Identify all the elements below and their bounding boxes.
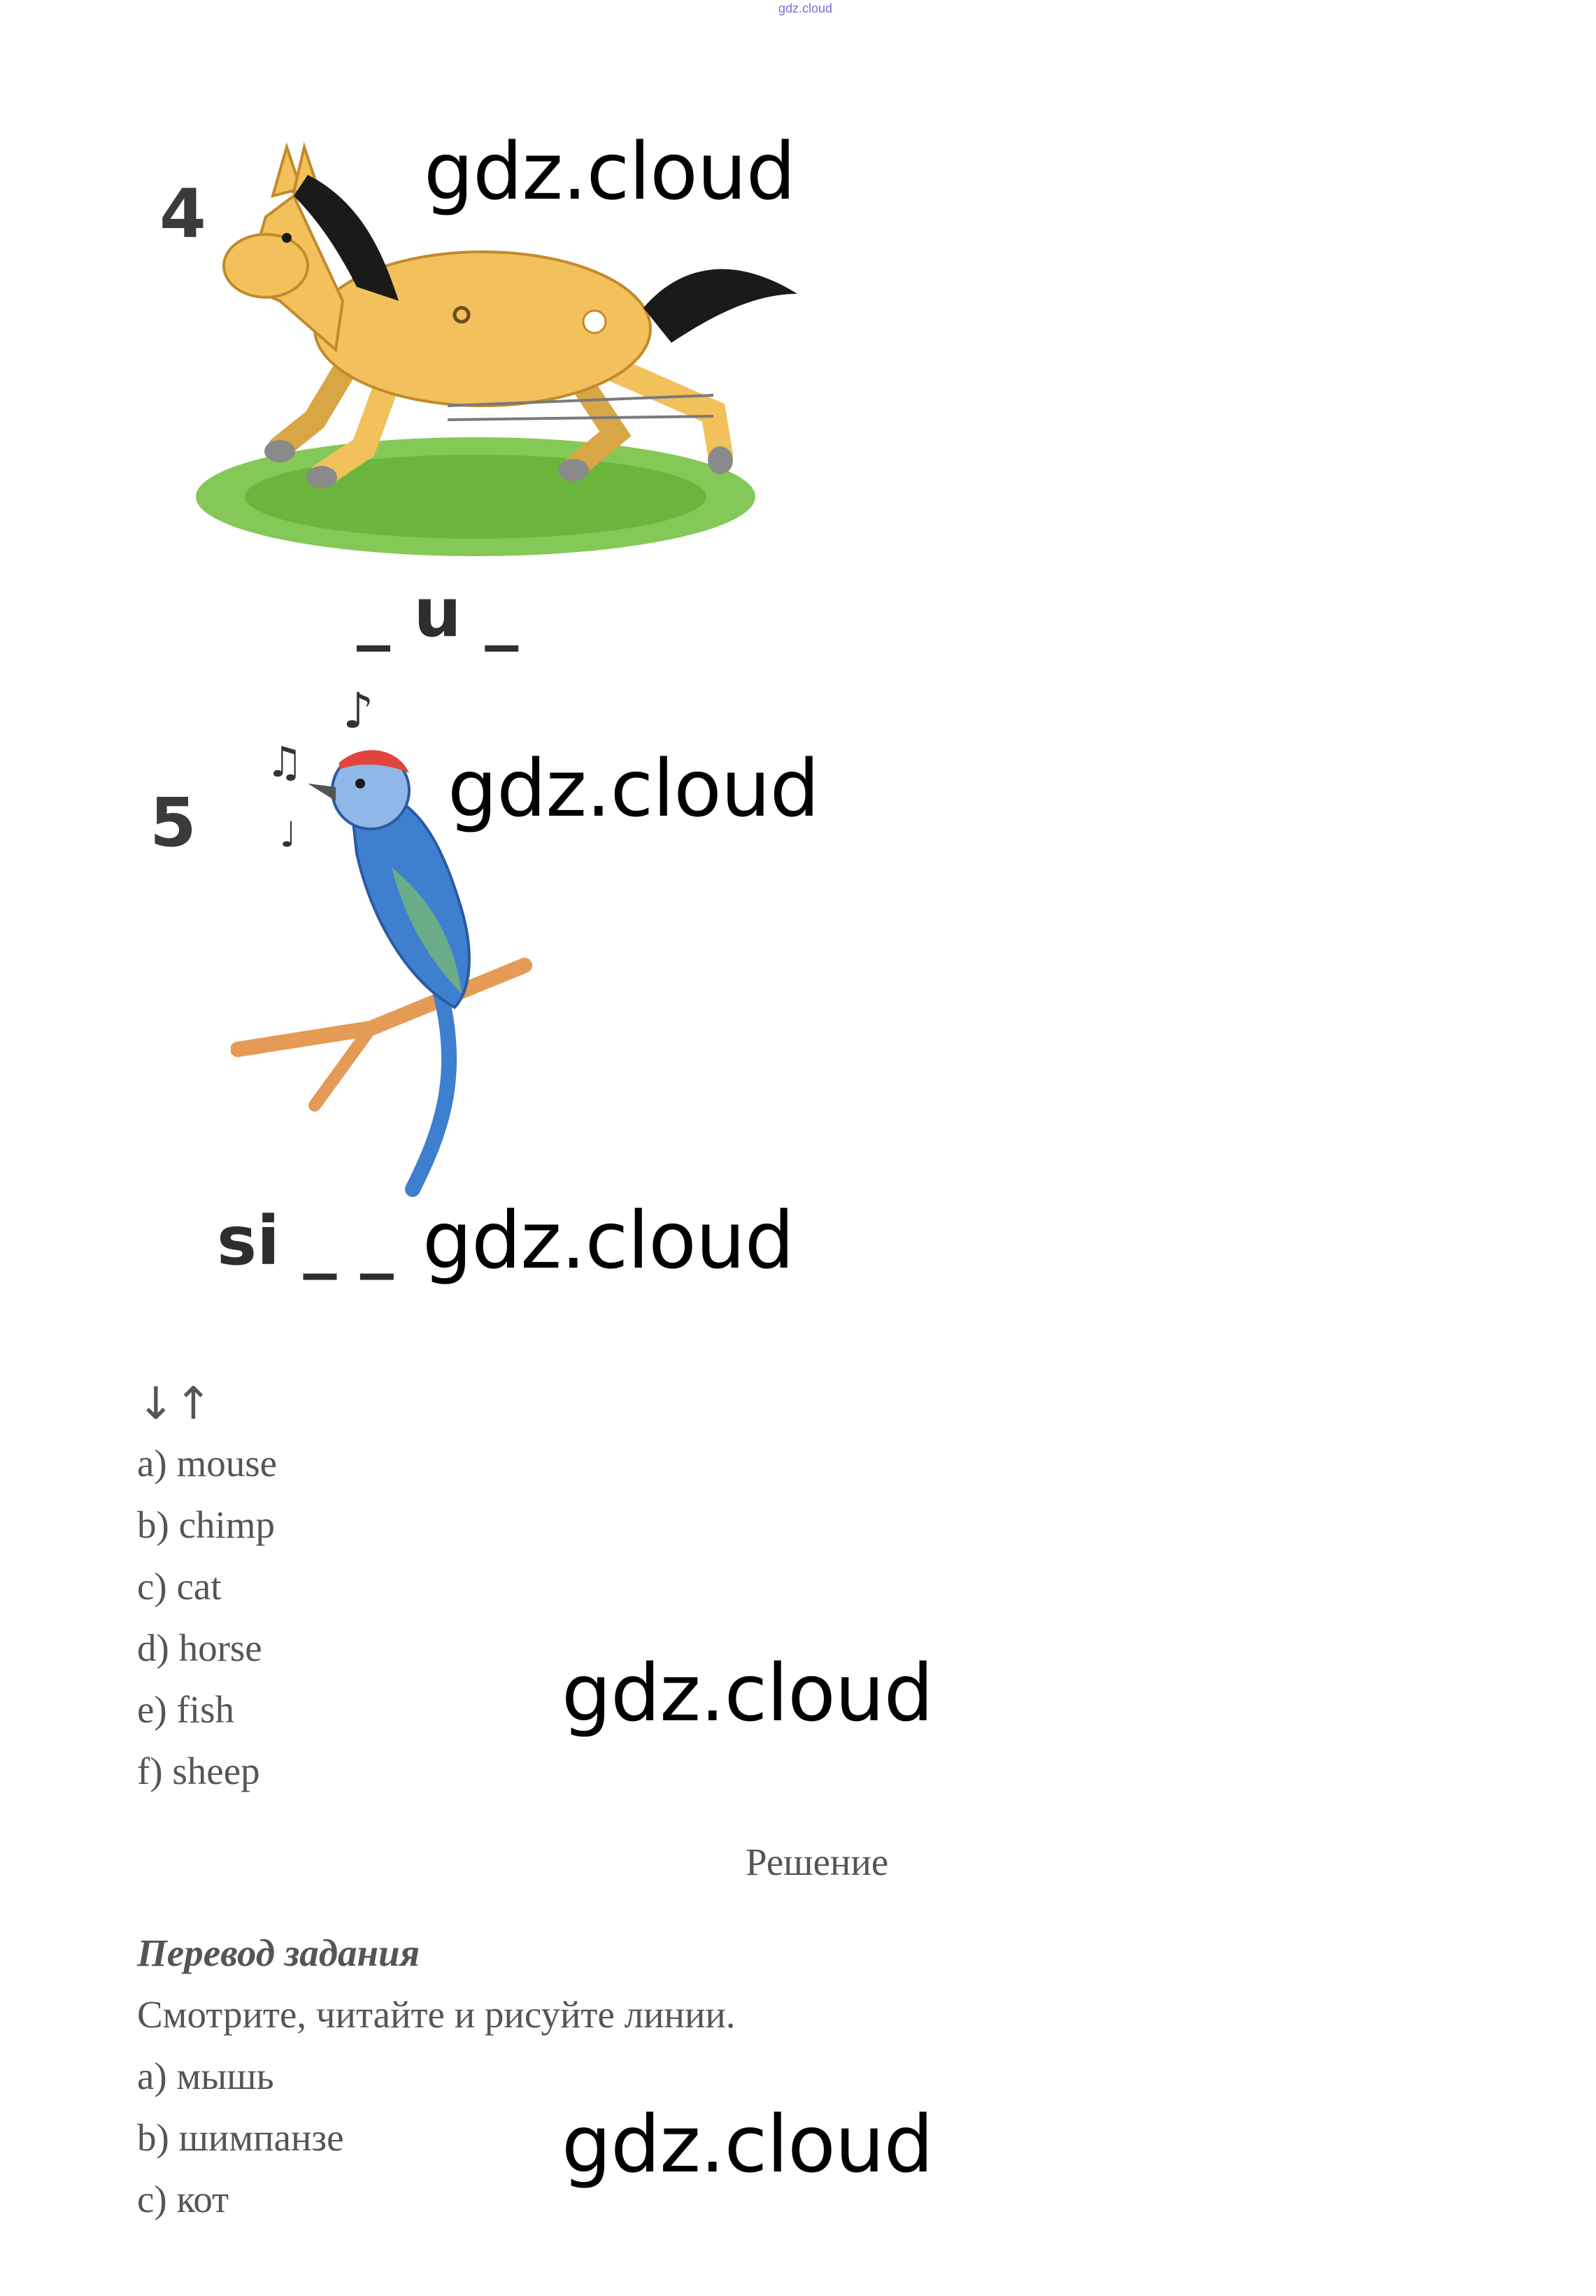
watermark: gdz.cloud — [424, 127, 795, 218]
translation-instruction: Смотрите, читайте и рисуйте линии. — [137, 1993, 736, 2036]
translation-heading: Перевод задания — [137, 1932, 420, 1974]
watermark: gdz.cloud — [562, 1648, 933, 1739]
top-watermark: gdz.cloud — [778, 1, 833, 15]
item-number-5: 5 — [150, 784, 197, 862]
watermark: gdz.cloud — [562, 2099, 933, 2190]
svg-text:♫: ♫ — [266, 738, 304, 787]
option-e: e) fish — [137, 1688, 234, 1731]
word-blank-5: si _ _ — [217, 1202, 394, 1280]
translation-item-c: c) кот — [137, 2178, 229, 2220]
option-d: d) horse — [137, 1627, 262, 1669]
svg-text:♪: ♪ — [343, 686, 374, 739]
option-c: c) cat — [137, 1565, 222, 1608]
watermark: gdz.cloud — [448, 744, 819, 835]
item-number-4: 4 — [159, 175, 206, 253]
svg-text:♩: ♩ — [280, 814, 297, 855]
solution-label: Решение — [746, 1841, 889, 1883]
option-a: a) mouse — [137, 1442, 278, 1484]
watermark: gdz.cloud — [422, 1196, 794, 1287]
sort-arrows-icon: ↓↑ — [137, 1378, 213, 1430]
translation-item-b: b) шимпанзе — [137, 2116, 344, 2159]
option-b: b) chimp — [137, 1503, 276, 1546]
option-f: f) sheep — [137, 1750, 260, 1792]
word-blank-4: _ u _ — [357, 574, 519, 652]
translation-item-a: a) мышь — [137, 2055, 274, 2097]
